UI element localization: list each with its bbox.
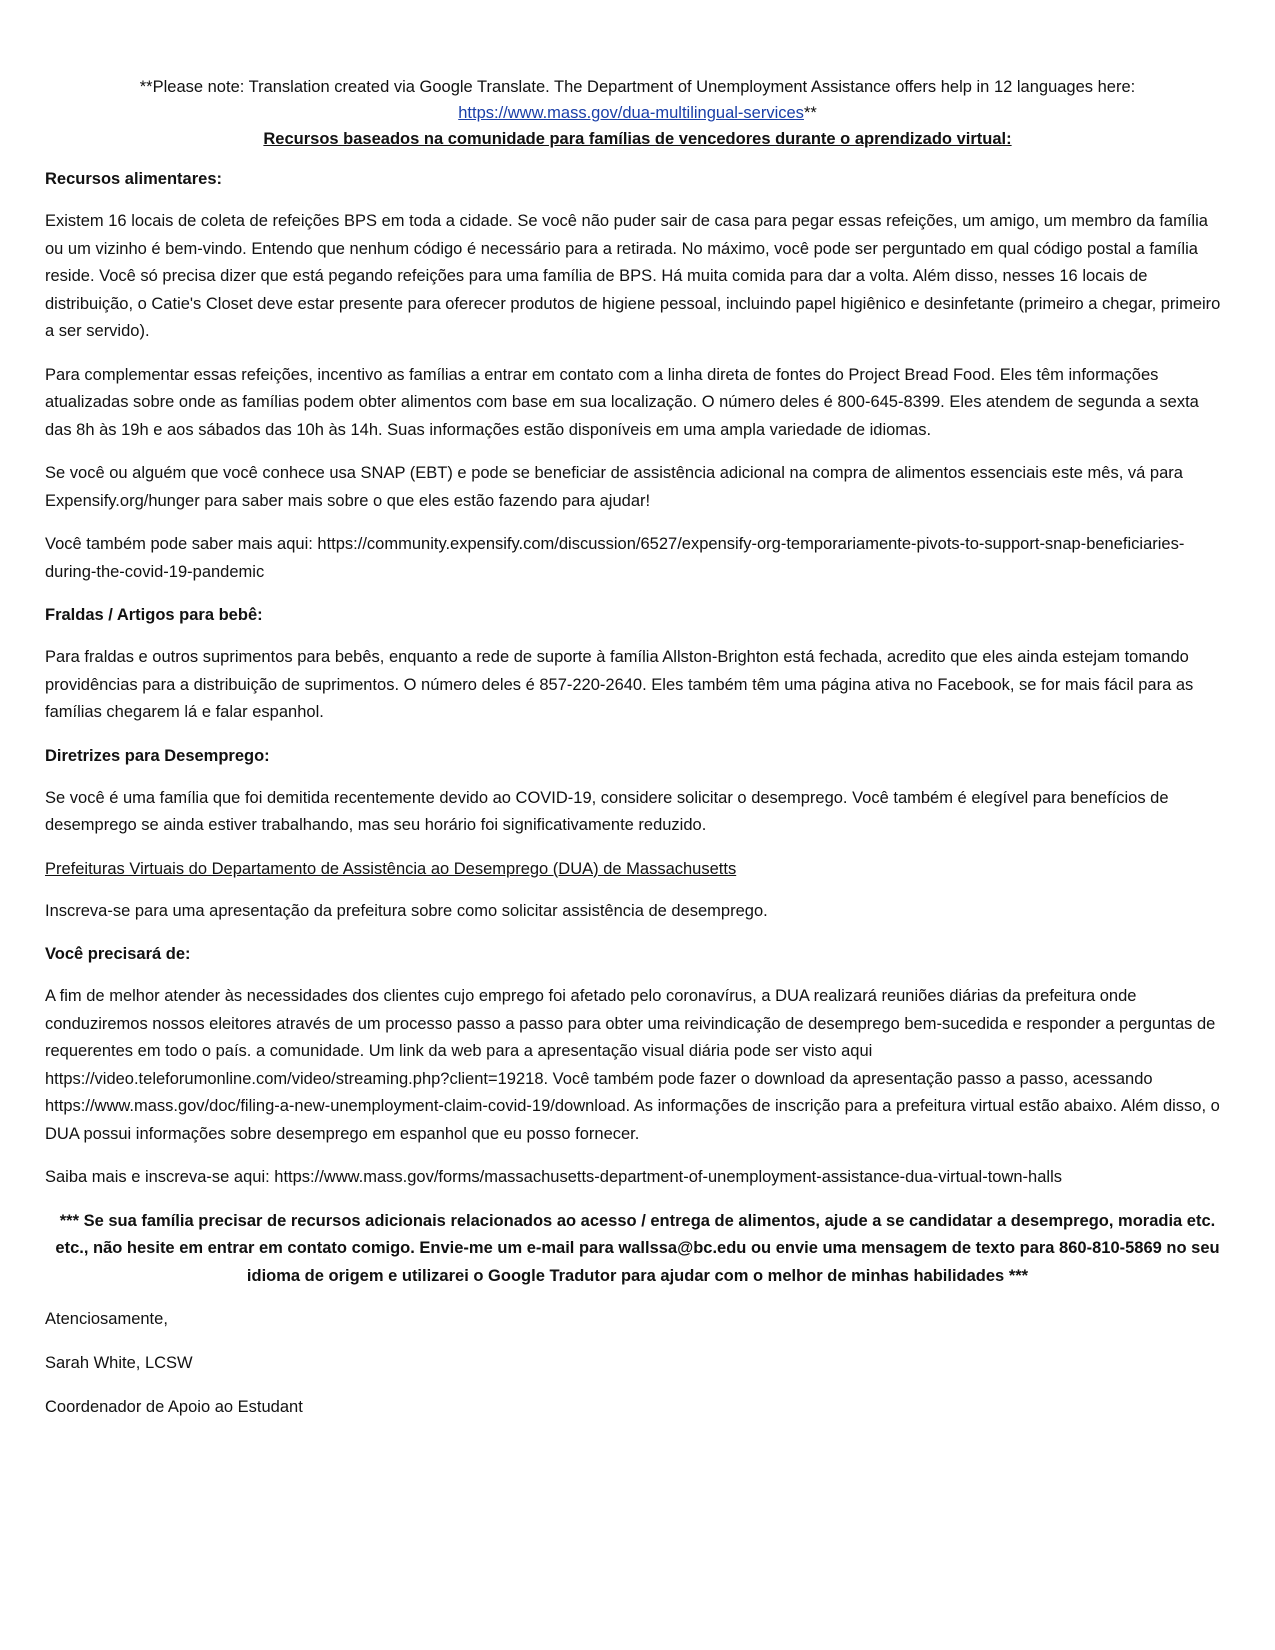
translation-note-suffix: ** <box>803 104 817 122</box>
diapers-paragraph: Para fraldas e outros suprimentos para bebês, enquanto a rede de suporte à família Allston-Brighton está fechada, acredito que eles ainda estejam tomando providências para a distribuição de suprimentos. O número deles é 857-220-2640. Eles também têm uma página ativa no Facebook, se for mais fácil para as famílias chegarem lá e falar espanhol. <box>45 648 1194 721</box>
heading-food-resources: Recursos alimentares: <box>45 170 222 188</box>
food-paragraph-3: Se você ou alguém que você conhece usa SNAP (EBT) e pode se beneficiar de assistência adicional na compra de alimentos essenciais este mês, vá para Expensify.org/hunger para saber mais sobre o que eles estão fazendo para ajudar! <box>45 464 1183 510</box>
heading-diapers: Fraldas / Artigos para bebê: <box>45 606 263 624</box>
heading-unemployment: Diretrizes para Desemprego: <box>45 746 270 765</box>
signature-name: Sarah White, LCSW <box>45 1354 193 1372</box>
food-paragraph-4: Você também pode saber mais aqui: https://community.expensify.com/discussion/6527/expensify-org-temporariamente-pivots-to-support-snap-beneficiaries-during-the-covid-19-pandemic <box>45 535 1185 581</box>
need-paragraph-1: A fim de melhor atender às necessidades dos clientes cujo emprego foi afetado pelo coronavírus, a DUA realizará reuniões diárias da prefeitura onde conduziremos nossos eleitores através de um processo passo a passo para obter uma reivindicação de desemprego bem-sucedida e responder a perguntas de requerentes em todo o país. a comunidade. Um link da web para a apresentação visual diária pode ser visto aqui https://video.teleforumonline.com/video/streaming.php?client=19218. Você também pode fazer o download da apresentação passo a passo, acessando https://www.mass.gov/doc/filing-a-new-unemployment-claim-covid-19/download. As informações de inscrição para a prefeitura virtual estão abaixo. Além disso, o DUA possui informações sobre desemprego em espanhol que eu posso fornecer. <box>45 987 1220 1143</box>
dua-virtual-town-halls-link[interactable]: Prefeituras Virtuais do Departamento de Assistência ao Desemprego (DUA) de Massachusetts <box>45 859 737 878</box>
unemployment-paragraph-2: Inscreva-se para uma apresentação da prefeitura sobre como solicitar assistência de desemprego. <box>45 901 768 920</box>
food-paragraph-1: Existem 16 locais de coleta de refeições BPS em toda a cidade. Se você não puder sair de casa para pegar essas refeições, um amigo, um membro da família ou um vizinho é bem-vindo. Entendo que nenhum código é necessário para a retirada. No máximo, você pode ser perguntado em qual código postal a família reside. Você só precisa dizer que está pegando refeições para uma família de BPS. Há muita comida para dar a volta. Além disso, nesses 16 locais de distribuição, o Catie's Closet deve estar presente para oferecer produtos de higiene pessoal, incluindo papel higiênico e desinfetante (primeiro a chegar, primeiro a ser servido). <box>45 212 1221 340</box>
unemployment-paragraph-1: Se você é uma família que foi demitida recentemente devido ao COVID-19, considere solicitar o desemprego. Você também é elegível para benefícios de desemprego se ainda estiver trabalhando, mas seu horário foi significativamente reduzido. <box>45 788 1169 834</box>
translation-note <box>45 74 1230 126</box>
heading-you-will-need: Você precisará de: <box>45 945 191 963</box>
need-paragraph-2: Saiba mais e inscreva-se aqui: https://www.mass.gov/forms/massachusetts-department-of-unemployment-assistance-dua-virtual-town-halls <box>45 1168 1062 1186</box>
dua-multilingual-link[interactable]: https://www.mass.gov/dua-multilingual-services <box>458 104 804 122</box>
signature-role: Coordenador de Apoio ao Estudant <box>45 1398 303 1416</box>
food-paragraph-2: Para complementar essas refeições, incentivo as famílias a entrar em contato com a linha direta de fontes do Project Bread Food. Eles têm informações atualizadas sobre onde as famílias podem obter alimentos com base em sua localização. O número deles é 800-645-8399. Eles atendem de segunda a sexta das 8h às 19h e aos sábados das 10h às 14h. Suas informações estão disponíveis em uma ampla variedade de idiomas. <box>45 365 1199 439</box>
document-page <box>45 74 1230 1438</box>
signature-closing: Atenciosamente, <box>45 1310 168 1328</box>
translation-note-text: **Please note: Translation created via Google Translate. The Department of Unemployment Assistance offers help in 12 languages here: <box>139 78 1136 96</box>
contact-callout: *** Se sua família precisar de recursos adicionais relacionados ao acesso / entrega de alimentos, ajude a se candidatar a desemprego, moradia etc. etc., não hesite em entrar em contato comigo. Envie-me um e-mail para wallssa@bc.edu ou envie uma mensagem de texto para 860-810-5869 no seu idioma de origem e utilizarei o Google Tradutor para ajudar com o melhor de minhas habilidades *** <box>55 1211 1220 1285</box>
document-title: Recursos baseados na comunidade para famílias de vencedores durante o aprendizado virtual: <box>263 130 1012 148</box>
